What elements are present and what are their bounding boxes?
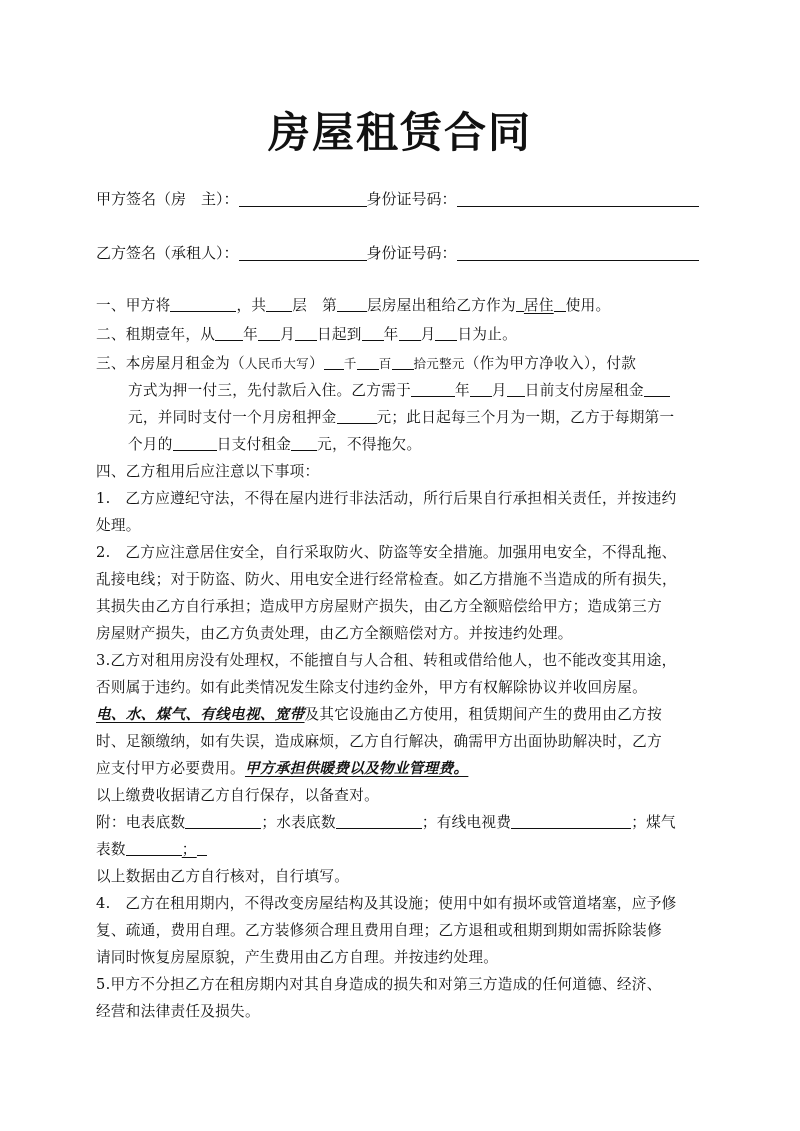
payment-day-blank[interactable]	[507, 381, 525, 397]
party-b-label: 乙方签名（承租人）：	[96, 244, 239, 262]
party-a-signature-field[interactable]	[239, 190, 367, 207]
cable-tv-fee-blank[interactable]	[511, 813, 631, 829]
underline-spacer	[516, 296, 524, 312]
clause-3-line-2	[128, 379, 670, 400]
party-a-id-field[interactable]	[457, 190, 699, 207]
party-b-signature-field[interactable]	[239, 244, 367, 261]
clause-1-text: 使用。	[565, 297, 611, 314]
property-address-blank[interactable]	[170, 296, 236, 312]
clause-3-line-3	[128, 406, 674, 427]
utilities-text: 及其它设施由乙方使用，租赁期间产生的费用由乙方按	[304, 706, 662, 723]
floor-number-blank[interactable]	[337, 296, 367, 312]
utilities-list-emphasis: 电、水、煤气、有线电视、宽带	[96, 706, 305, 723]
document-title: 房屋租赁合同	[267, 108, 532, 157]
item-2-line: 房屋财产损失，由乙方负责处理，由乙方全额赔偿对方。并按违约处理。	[96, 625, 573, 642]
utilities-line-1	[96, 703, 662, 724]
clause-2-text: 月	[420, 326, 436, 343]
payment-month-blank[interactable]	[470, 381, 492, 397]
clause-3-text: ）	[308, 355, 324, 372]
electric-meter-blank[interactable]	[185, 813, 261, 829]
item-1-line: 1. 乙方应遵纪守法，不得在屋内进行非法活动，所行后果自行承担相关责任，并按违约	[96, 490, 677, 507]
clause-1-text: 层房屋出租给乙方作为	[366, 297, 516, 314]
clause-3-text: 年	[454, 382, 470, 399]
clause-3-text: 人民币大写	[244, 356, 309, 371]
deposit-amount-blank[interactable]	[337, 408, 377, 424]
payment-year-blank[interactable]	[411, 381, 455, 397]
use-purpose-value[interactable]: 居住	[523, 297, 554, 314]
clause-3-text: 百	[378, 356, 392, 371]
clause-2-text: 日起到	[316, 326, 362, 343]
clause-3-text: 元；此日起每三个月为一期，乙方于每期第一	[376, 409, 675, 426]
rent-thousands-blank[interactable]	[324, 354, 344, 370]
start-month-blank[interactable]	[258, 325, 280, 341]
clause-3-text: 个月的	[128, 436, 173, 453]
end-month-blank[interactable]	[399, 325, 421, 341]
item-4-line: 复、疏通，费用自理。乙方装修须合理且费用自理；乙方退租或租期到期如需拆除装修	[96, 922, 662, 939]
meter-text: ；	[181, 841, 197, 858]
meter-readings-line-2	[96, 838, 207, 859]
clause-1-text: 层 第	[292, 297, 337, 314]
clause-2	[96, 323, 517, 344]
clause-3-text: 元，并同时支付一个月房租押金	[128, 409, 337, 426]
due-day-blank[interactable]	[173, 435, 217, 451]
clause-3-line-4	[128, 433, 421, 454]
clause-3-text: 三、本房屋月租金为（	[96, 355, 245, 372]
item-2-line: 2. 乙方应注意居住安全，自行采取防火、防盗等安全措施。加强用电安全，不得乱拖、	[96, 544, 677, 561]
meter-readings-line-1	[96, 811, 676, 832]
clause-3-text: 千	[343, 356, 357, 371]
end-year-blank[interactable]	[362, 325, 384, 341]
meter-text: ；水表底数	[261, 814, 336, 831]
end-day-blank[interactable]	[435, 325, 457, 341]
underline-spacer	[554, 296, 566, 312]
fill-instruction-line: 以上数据由乙方自行核对，自行填写。	[96, 868, 350, 885]
item-2-line: 乱接电线；对于防盗、防火、用电安全进行经常检查。如乙方措施不当造成的所有损失，	[96, 571, 677, 588]
clause-3-text: 元，不得拖欠。	[317, 436, 422, 453]
party-a-signature-row	[96, 188, 699, 209]
rent-hundreds-blank[interactable]	[357, 354, 379, 370]
rent-tens-blank[interactable]	[392, 354, 414, 370]
receipt-line: 以上缴费收据请乙方自行保存，以备查对。	[96, 787, 379, 804]
meter-text: 表数	[96, 841, 126, 858]
clause-3-text: 方式为押一付三，先付款后入住。乙方需于	[128, 382, 411, 399]
clause-3-text: （作为甲方净收入），付款	[464, 355, 637, 372]
party-a-id-label: 身份证号码：	[366, 190, 457, 208]
utilities-text: 应支付甲方必要费用。	[96, 760, 245, 777]
clause-2-text: 二、租期壹年，从	[96, 326, 216, 343]
party-b-signature-row	[96, 242, 699, 263]
item-3-line: 3.乙方对租用房没有处理权，不能擅自与人合租、转租或借给他人，也不能改变其用途，	[96, 652, 677, 669]
rent-amount-blank[interactable]	[644, 381, 670, 397]
item-5-line: 5.甲方不分担乙方在租房期内对其自身造成的损失和对第三方造成的任何道德、经济、	[96, 976, 662, 993]
gas-meter-blank[interactable]	[126, 840, 182, 856]
party-a-label: 甲方签名（房 主）：	[96, 190, 239, 208]
clause-3-line-1	[96, 352, 636, 373]
meter-text: 附：电表底数	[96, 814, 186, 831]
item-2-line: 其损失由乙方自行承担；造成甲方房屋财产损失，由乙方全额赔偿给甲方；造成第三方	[96, 598, 662, 615]
clause-1	[96, 294, 610, 315]
item-3-line: 否则属于违约。如有此类情况发生除支付违约金外，甲方有权解除协议并收回房屋。	[96, 679, 648, 696]
item-4-line: 4. 乙方在租用期内，不得改变房屋结构及其设施；使用中如有损坏或管道堵塞，应予修	[96, 895, 677, 912]
item-4-line: 请同时恢复房屋原貌，产生费用由乙方自理。并按违约处理。	[96, 949, 499, 966]
water-meter-blank[interactable]	[336, 813, 422, 829]
start-year-blank[interactable]	[215, 325, 243, 341]
party-b-id-label: 身份证号码：	[366, 244, 457, 262]
clause-1-text: 一、甲方将	[96, 297, 171, 314]
clause-3-text: 日支付租金	[216, 436, 292, 453]
clause-2-text: 月	[280, 326, 295, 343]
item-1-line: 处理。	[96, 517, 141, 534]
clause-3-text: 月	[491, 382, 507, 399]
utilities-line-3	[96, 757, 468, 778]
clause-3-text: 日前支付房屋租金	[524, 382, 644, 399]
clause-2-text: 年	[383, 326, 399, 343]
meter-text: ；煤气	[631, 814, 676, 831]
meter-text: ；有线电视费	[421, 814, 512, 831]
period-rent-blank[interactable]	[291, 435, 317, 451]
total-floors-blank[interactable]	[266, 296, 292, 312]
party-b-id-field[interactable]	[457, 244, 699, 261]
underline-spacer	[197, 840, 207, 856]
clause-2-text: 年	[243, 326, 259, 343]
utilities-line-2: 时、足额缴纳，如有失误，造成麻烦，乙方自行解决，确需甲方出面协助解决时，乙方	[96, 733, 662, 750]
clause-1-text: ，共	[236, 297, 267, 314]
clause-2-text: 日为止。	[457, 326, 518, 343]
item-5-line: 经营和法律责任及损失。	[96, 1003, 260, 1020]
start-day-blank[interactable]	[295, 325, 317, 341]
landlord-fees-emphasis: 甲方承担供暖费以及物业管理费。	[244, 760, 469, 777]
clause-4-heading: 四、乙方租用后应注意以下事项：	[96, 463, 320, 480]
clause-3-text: 拾元整元	[413, 356, 465, 371]
